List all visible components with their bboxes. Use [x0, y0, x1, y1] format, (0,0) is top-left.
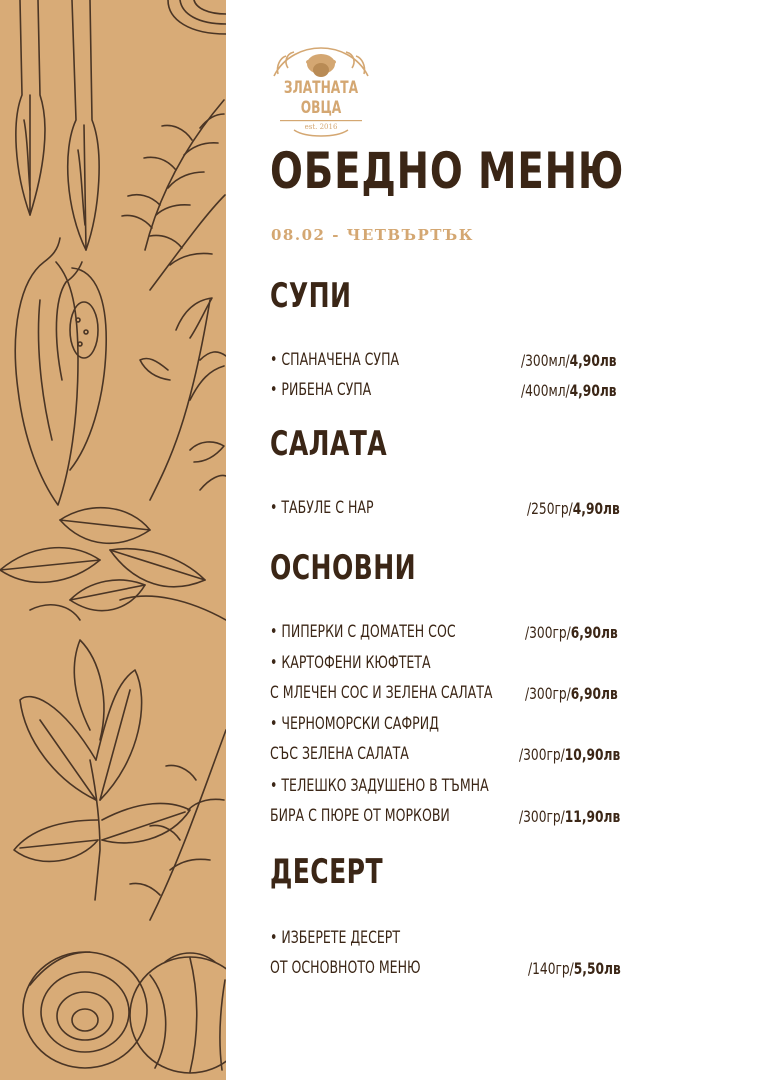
menu-item-price: /250гр/4,90лв: [527, 499, 620, 518]
menu-item-name: • ПИПЕРКИ С ДОМАТЕН СОС: [270, 622, 456, 642]
menu-item-name-continued: ОТ ОСНОВНОТО МЕНЮ: [270, 958, 421, 978]
section-title-mains: ОСНОВНИ: [270, 548, 417, 588]
menu-item-price: /140гр/5,50лв: [528, 959, 621, 978]
logo-name-line2: ОВЦА: [300, 98, 342, 118]
section-title-dessert: ДЕСЕРТ: [270, 852, 383, 892]
menu-item-price: /400мл/4,90лв: [521, 381, 617, 400]
menu-item-price: /300гр/10,90лв: [519, 745, 621, 764]
vegetable-illustration-icon: [0, 0, 226, 1080]
section-title-salad: САЛАТА: [270, 424, 388, 464]
page-title: ОБЕДНО МЕНЮ: [270, 142, 625, 200]
menu-item-name: • ИЗБЕРЕТЕ ДЕСЕРТ: [270, 928, 401, 948]
section-title-soups: СУПИ: [270, 276, 352, 316]
menu-item-name: • ЧЕРНОМОРСКИ САФРИД: [270, 714, 439, 734]
menu-item-name: • КАРТОФЕНИ КЮФТЕТА: [270, 653, 431, 673]
menu-item-name-continued: СЪС ЗЕЛЕНА САЛАТА: [270, 744, 409, 764]
decorative-side-panel: [0, 0, 226, 1080]
menu-item-name-continued: БИРА С ПЮРЕ ОТ МОРКОВИ: [270, 806, 450, 826]
menu-item-name: • СПАНАЧЕНА СУПА: [270, 350, 400, 370]
menu-item-price: /300гр/6,90лв: [525, 684, 618, 703]
menu-item-price: /300гр/11,90лв: [519, 807, 621, 826]
restaurant-logo: [266, 44, 376, 140]
menu-item-name: • РИБЕНА СУПА: [270, 380, 372, 400]
menu-item-name: • ТАБУЛЕ С НАР: [270, 498, 374, 518]
menu-item-price: /300мл/4,90лв: [521, 351, 617, 370]
logo-established: est. 2016: [304, 123, 338, 131]
menu-date: 08.02 - ЧЕТВЪРТЪК: [271, 226, 474, 244]
menu-item-name: • ТЕЛЕШКО ЗАДУШЕНО В ТЪМНА: [270, 776, 489, 796]
menu-item-name-continued: С МЛЕЧЕН СОС И ЗЕЛЕНА САЛАТА: [270, 683, 493, 703]
menu-item-price: /300гр/6,90лв: [525, 623, 618, 642]
logo-name-line1: ЗЛАТНАТА: [283, 78, 359, 98]
